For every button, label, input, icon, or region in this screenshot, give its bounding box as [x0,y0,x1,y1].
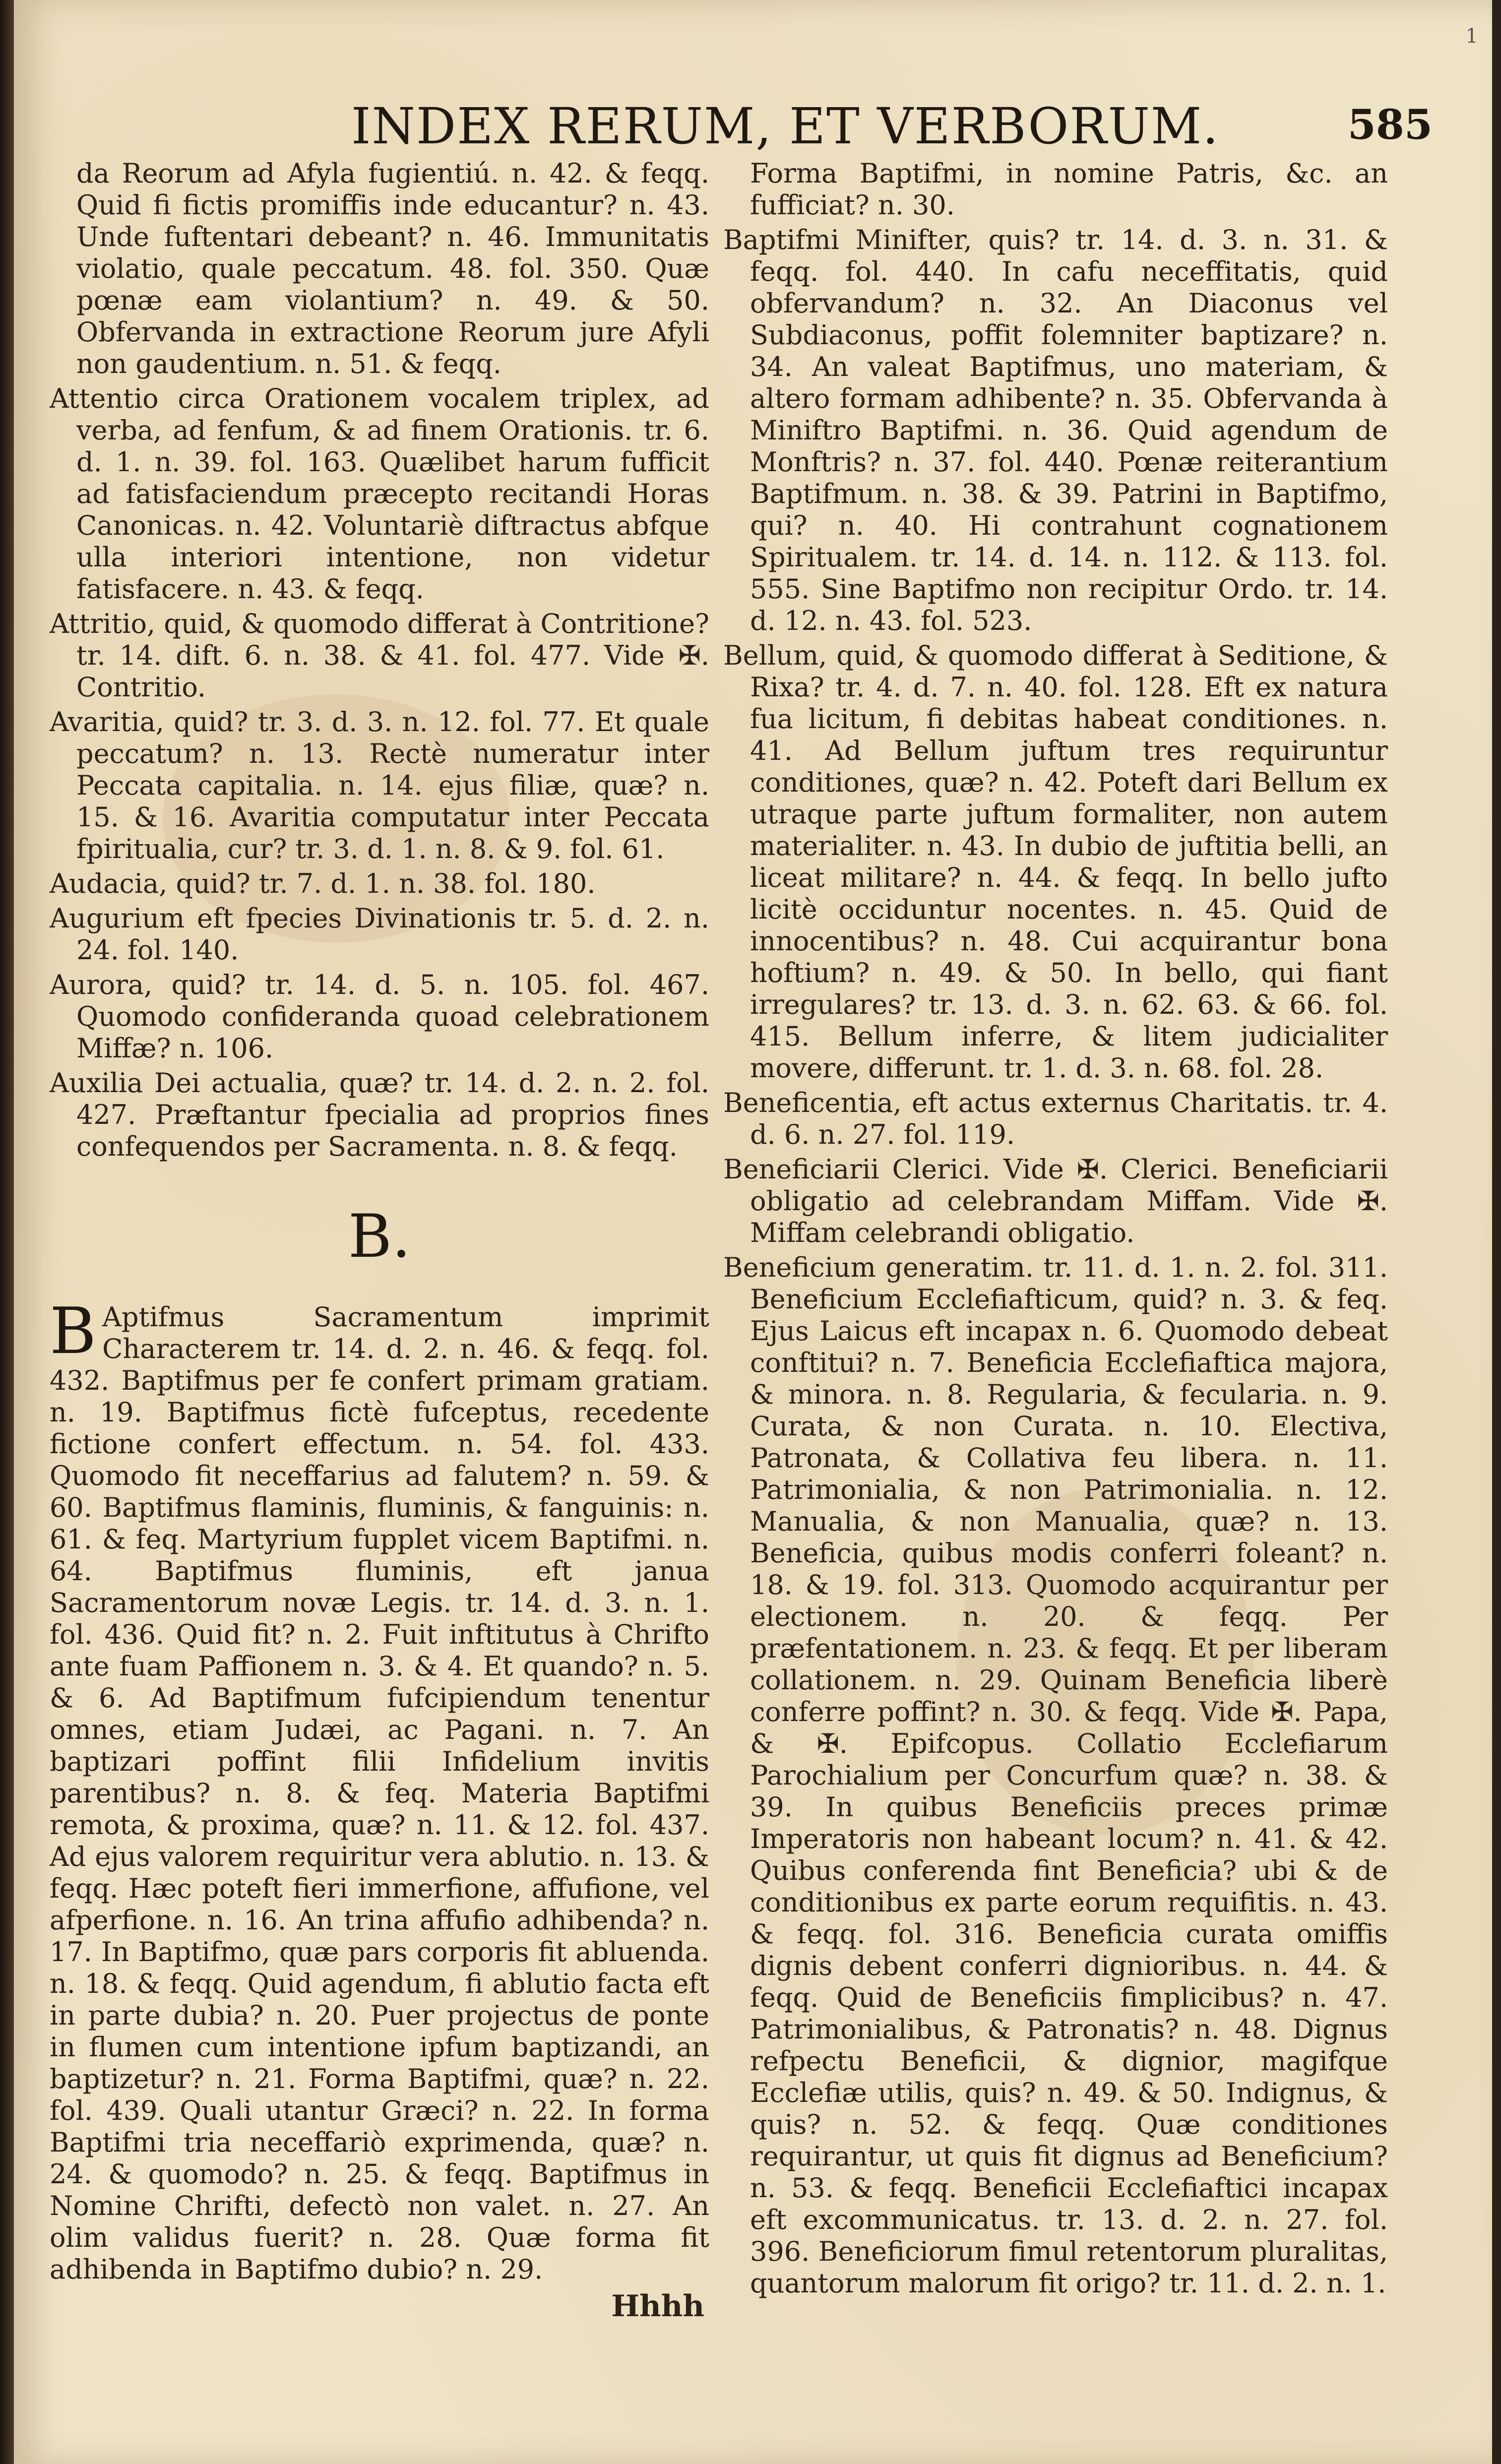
page-title: INDEX RERUM, ET VERBORUM. [351,97,1220,155]
index-entry: Augurium eft fpecies Divinationis tr. 5. d. 2. n. 24. fol. 140. [50,903,709,966]
index-entry: Bellum, quid, & quomodo differat à Seditione, & Rixa? tr. 4. d. 7. n. 40. fol. 128. Eft ex natura fua licitum, fi debitas habeat conditiones. n. 41. Ad Bellum juftum tres requiruntur conditiones, quæ? n. 42. Poteft dari Bellum ex utraque parte juftum formaliter, non autem materialiter. n. 43. In dubio de juftitia belli, an liceat militare? n. 44. & feqq. In bello jufto licitè occiduntur nocentes. n. 45. Quid de innocentibus? n. 48. Cui acquirantur bona hoftium? n. 49. & 50. In bello, qui fiant irregulares? tr. 13. d. 3. n. 62. 63. & 66. fol. 415. Bellum inferre, & litem judicialiter movere, differunt. tr. 1. d. 3. n. 68. fol. 28. [723,640,1388,1084]
index-entry: Avaritia, quid? tr. 3. d. 3. n. 12. fol. 77. Et quale peccatum? n. 13. Rectè numeratur inter Peccata capitalia. n. 14. ejus filiæ, quæ? n. 15. & 16. Avaritia computatur inter Peccata fpiritualia, cur? tr. 3. d. 1. n. 8. & 9. fol. 61. [50,706,709,864]
index-entry: Aurora, quid? tr. 14. d. 5. n. 105. fol. 467. Quomodo confideranda quoad celebrationem Miffæ? n. 106. [50,969,709,1064]
index-entry: Beneficentia, eft actus externus Charitatis. tr. 4. d. 6. n. 27. fol. 119. [723,1087,1388,1150]
entry-text: Aptifmus Sacramentum imprimit Characterem tr. 14. d. 2. n. 46. & feqq. fol. 432. Baptifmus per fe confert primam gratiam. n. 19. Baptifmus fictè fufceptus, recedente fictione confert effectum. n. 54. fol. 433. Quomodo fit neceffarius ad falutem? n. 59. & 60. Baptifmus flaminis, fluminis, & fanguinis: n. 61. & feq. Martyrium fupplet vicem Baptifmi. n. 64. Baptifmus fluminis, eft janua Sacramentorum novæ Legis. tr. 14. d. 3. n. 1. fol. 436. Quid fit? n. 2. Fuit inftitutus à Chrifto ante fuam Paffionem n. 3. & 4. Et quando? n. 5. & 6. Ad Baptifmum fufcipiendum tenentur omnes, etiam Judæi, ac Pagani. n. 7. An baptizari poffint filii Infidelium invitis parentibus? n. 8. & feq. Materia Baptifmi remota, & proxima, quæ? n. 11. & 12. fol. 437. Ad ejus valorem requiritur vera ablutio. n. 13. & feqq. Hæc poteft fieri immerfione, affufione, vel afperfione. n. 16. An trina affufio adhibenda? n. 17. In Baptifmo, quæ pars corporis fit abluenda. n. 18. & feqq. Quid agendum, fi ablutio facta eft in parte dubia? n. 20. Puer projectus de ponte in flumen cum intentione ipfum baptizandi, an baptizetur? n. 21. Forma Baptifmi, quæ? n. 22. fol. 439. Quali utantur Græci? n. 22. In forma Baptifmi tria neceffariò exprimenda, quæ? n. 24. & quomodo? n. 25. & feqq. Baptifmus in Nomine Chrifti, defectò non valet. n. 27. An olim validus fuerit? n. 28. Quæ forma fit adhibenda in Baptifmo dubio? n. 29. [50,1301,709,2285]
book-gutter [0,0,14,2464]
catchword: Hhhh [611,2289,704,2324]
index-entry: Auxilia Dei actualia, quæ? tr. 14. d. 2. n. 2. fol. 427. Præftantur fpecialia ad proprios fines confequendos per Sacramenta. n. 8. & feqq. [50,1067,709,1162]
index-entry: Audacia, quid? tr. 7. d. 1. n. 38. fol. 180. [50,868,596,899]
drop-capital: B [50,1294,97,1368]
index-entry: Baptifmi Minifter, quis? tr. 14. d. 3. n. 31. & feqq. fol. 440. In cafu neceffitatis, quid obfervandum? n. 32. An Diaconus vel Subdiaconus, poffit folemniter baptizare? n. 34. An valeat Baptifmus, uno materiam, & altero formam adhibente? n. 35. Obfervanda à Miniftro Baptifmi. n. 36. Quid agendum de Monftris? n. 37. fol. 440. Pœnæ reiterantium Baptifmum. n. 38. & 39. Patrini in Baptifmo, qui? n. 40. Hi contrahunt cognationem Spiritualem. tr. 14. d. 14. n. 112. & 113. fol. 555. Sine Baptifmo non recipitur Ordo. tr. 14. d. 12. n. 43. fol. 523. [723,224,1388,636]
page-number: 585 [1347,101,1433,149]
right-column [723,158,1388,2302]
left-column [50,158,709,2324]
section-heading: B. [348,1202,411,1271]
corner-mark: 1 [1465,25,1478,48]
index-entry: Beneficium generatim. tr. 11. d. 1. n. 2. fol. 311. Beneficium Ecclefiafticum, quid? n. 3. & feq. Ejus Laicus eft incapax n. 6. Quomodo debeat conftitui? n. 7. Beneficia Ecclefiaftica majora, & minora. n. 8. Regularia, & fecularia. n. 9. Curata, & non Curata. n. 10. Electiva, Patronata, & Collativa feu libera. n. 11. Patrimonialia, & non Patrimonialia. n. 12. Manualia, & non Manualia, quæ? n. 13. Beneficia, quibus modis conferri foleant? n. 18. & 19. fol. 313. Quomodo acquirantur per electionem. n. 20. & feqq. Per præfentationem. n. 23. & feqq. Et per liberam collationem. n. 29. Quinam Beneficia liberè conferre poffint? n. 30. & feqq. Vide ✠. Papa, & ✠. Epifcopus. Collatio Ecclefiarum Parochialium per Concurfum quæ? n. 38. & 39. In quibus Beneficiis preces primæ Imperatoris non habeant locum? n. 41. & 42. Quibus conferenda fint Beneficia? ubi & de conditionibus ex parte eorum requifitis. n. 43. & feqq. fol. 316. Beneficia curata omiffis dignis debent conferri dignioribus. n. 44. & feqq. Quid de Beneficiis fimplicibus? n. 47. Patrimonialibus, & Patronatis? n. 48. Dignus refpectu Beneficii, & dignior, magifque Ecclefiæ utilis, quis? n. 49. & 50. Indignus, & quis? n. 52. & feqq. Quæ conditiones requirantur, ut quis fit dignus ad Beneficium? n. 53. & feqq. Beneficii Ecclefiaftici incapax eft excommunicatus. tr. 13. d. 2. n. 27. fol. 396. Beneficiorum fimul retentorum pluralitas, quantorum malorum fit origo? tr. 11. d. 2. n. 1. [723,1252,1388,2299]
book-page [14,0,1492,2464]
index-entry: Forma Baptifmi, in nomine Patris, &c. an fufficiat? n. 30. [750,158,1388,221]
index-entry: Beneficiarii Clerici. Vide ✠. Clerici. Beneficiarii obligatio ad celebrandam Miffam. Vide ✠. Miffam celebrandi obligatio. [723,1154,1388,1248]
running-head [351,97,1433,157]
index-entry: da Reorum ad Afyla fugientiú. n. 42. & feqq. Quid fi fictis promiffis inde educantur? n. 43. Unde fuftentari debeant? n. 46. Immunitatis violatio, quale peccatum. 48. fol. 350. Quæ pœnæ eam violantium? n. 49. & 50. Obfervanda in extractione Reorum jure Afyli non gaudentium. n. 51. & feqq. [76,158,709,379]
index-entry-baptismus [50,1294,709,2285]
index-entry: Attritio, quid, & quomodo differat à Contritione? tr. 14. dift. 6. n. 38. & 41. fol. 477. Vide ✠. Contritio. [50,608,709,703]
index-entry: Attentio circa Orationem vocalem triplex, ad verba, ad fenfum, & ad finem Orationis. tr. 6. d. 1. n. 39. fol. 163. Quælibet harum fufficit ad fatisfaciendum præcepto recitandi Horas Canonicas. n. 42. Voluntariè diftractus abfque ulla interiori intentione, non videtur fatisfacere. n. 43. & feqq. [50,383,709,605]
